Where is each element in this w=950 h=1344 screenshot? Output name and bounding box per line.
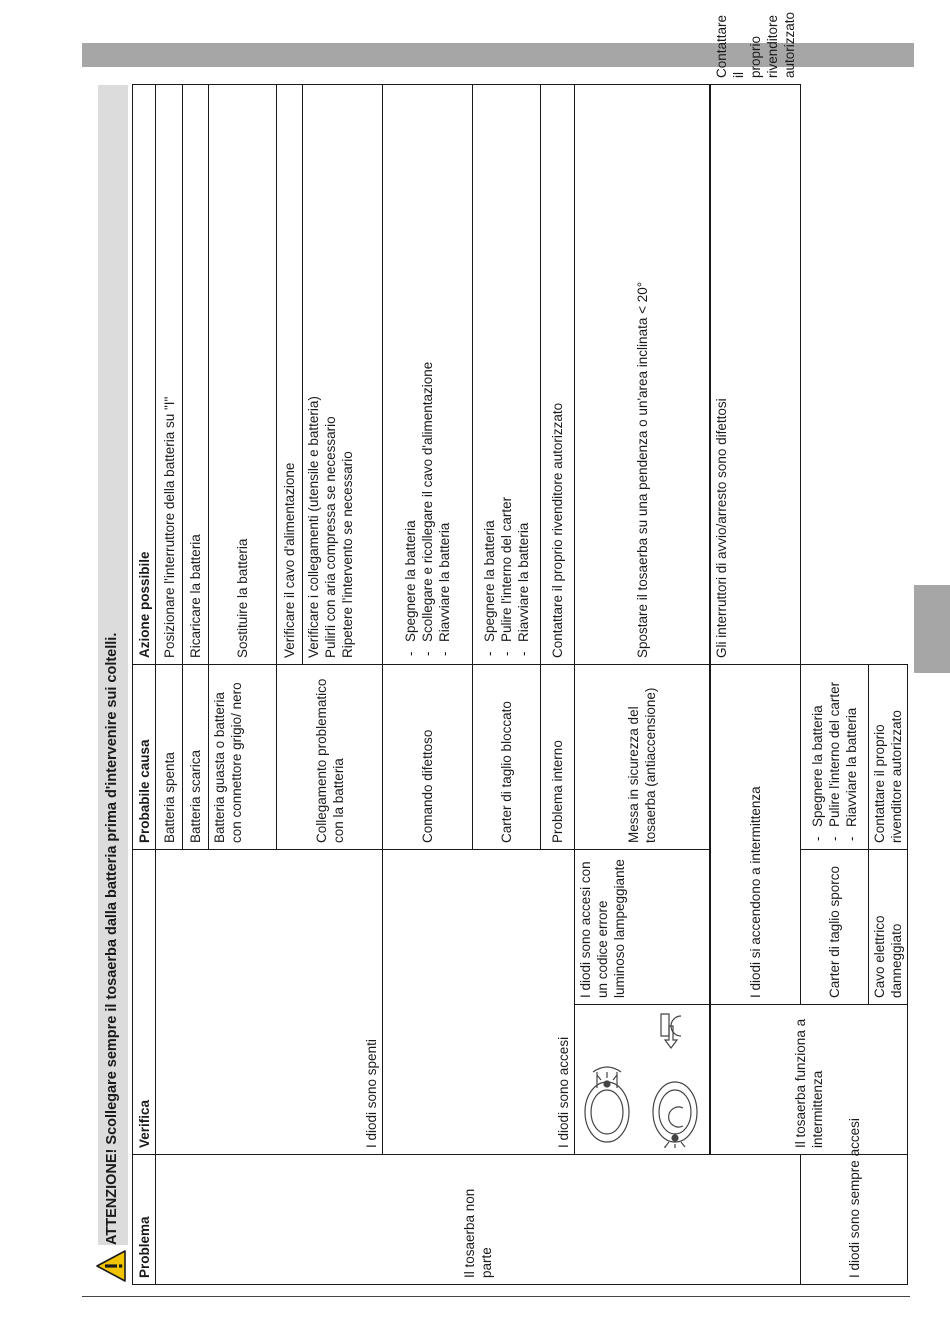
cause-cell: Batteria scarica [183, 664, 209, 849]
check-cell-diodes-always-on: I diodi sono sempre accesi [801, 1005, 908, 1285]
action-step: - Scollegare e ricollegare il cavo d'alimentazione [419, 91, 436, 658]
action-cell: Verificare il cavo d'alimentazione [277, 84, 303, 664]
action-step: - Riavviare la batteria [436, 91, 453, 658]
warning-banner [92, 85, 132, 1285]
header-action: Azione possibile [133, 84, 156, 664]
cause-cell: Cavo elettrico danneggiato [869, 849, 908, 1004]
warning-text: ATTENZIONE! Scollegare sempre il tosaerba dalla batteria prima d'intervenire sui coltelli. [104, 632, 120, 1245]
cause-cell: Carter di taglio sporco [801, 849, 869, 1004]
check-cell-error-code-icons [575, 1005, 711, 1155]
cause-cell: Gli interruttori di avvio/arresto sono difettosi [710, 84, 801, 664]
action-cell-list [473, 84, 541, 664]
cause-cell: Batteria spenta [156, 664, 183, 849]
header-cause: Probabile causa [133, 664, 156, 849]
action-cell-list [383, 84, 473, 664]
troubleshooting-table: Problema Verifica Probabile causa Azione possibile Il tosaerba non parte I diodi sono spenti Batteria spenta Posizionare l'interruttore della batteria su "I" Batteria scarica Ricaricare la batteria Batteria guasta o batteria con connettore grigio/ nero Sostituire la batteria Collegamento problematico con la batteria Verificare il cavo d'alimentazione Verificare i collegamenti (utensile e batteria) Pulirli con aria compressa se necessario Ripetere l'intervento se necessario I diodi sono accesi Comando difettoso - Spegnere la batteria - Scollegare e ricollegare il cavo d'alimentazione - Riavviare la batteria Carter di taglio bloccato - Spegnere la batteria - Pulire l'interno del carter - Riavviare la batteria Problema interno Contattare il proprio rivenditore autorizzato I diodi sono accesi con un codice errore luminoso lampeggiante Messa in sicurezza del tosaerba (antiaccensione) Spostare il tosaerba su una pendenza o un'area inclinata < 20° Il tosaerba funziona a intermittenza I diodi si accendono a intermittenza Gli interruttori di avvio/arresto sono difettosi il I diodi sono sempre accesi Carter di taglio sporco - Spegnere la batteria - Pulire l'interno del carter - Riavviare la batteria Cavo elettrico danneggiato Contattare il proprio rivenditore autorizzato [132, 84, 908, 1285]
problem-cell-not-starting: Il tosaerba non parte [156, 1155, 801, 1285]
action-cell: Sostituire la batteria [209, 84, 277, 664]
action-cell: Spostare il tosaerba su una pendenza o un'area inclinata < 20° [575, 84, 711, 664]
cause-cell: Comando difettoso [383, 664, 473, 849]
cause-cell: Messa in sicurezza del tosaerba (antiaccensione) [575, 664, 711, 849]
action-line: Pulirli con aria compressa se necessario [323, 416, 338, 658]
header-check: Verifica [133, 849, 156, 1154]
action-step: - Pulire l'interno del carter [826, 671, 843, 843]
check-cell-diodes-off: I diodi sono spenti [156, 849, 383, 1154]
action-cell: Ricaricare la batteria [183, 84, 209, 664]
action-line: Verificare i collegamenti (utensile e batteria) [306, 396, 321, 658]
action-cell: Contattare il proprio rivenditore autorizzato [869, 664, 908, 849]
cause-cell: Collegamento problematico con la batteria [277, 664, 383, 849]
cause-cell: Batteria guasta o batteria con connettore grigio/ nero [209, 664, 277, 849]
problem-cell-intermittent: Il tosaerba funziona a intermittenza [710, 1005, 908, 1155]
cause-cell: Carter di taglio bloccato [473, 664, 541, 849]
action-step: - Spegnere la batteria [402, 91, 419, 658]
check-cell-error-code: I diodi sono accesi con un codice errore luminoso lampeggiante [575, 849, 711, 1004]
action-cell: Posizionare l'interruttore della batteria su "I" [156, 84, 183, 664]
action-cell-list [801, 664, 869, 849]
mower-led-blink-icon [575, 1012, 703, 1148]
action-step: - Riavviare la batteria [843, 671, 860, 843]
action-step: - Spegnere la batteria [809, 671, 826, 843]
troubleshooting-page [92, 71, 904, 1285]
action-cell: Contattare il proprio rivenditore autorizzato [541, 84, 575, 664]
action-step: - Riavviare la batteria [515, 91, 532, 658]
action-step: - Pulire l'interno del carter [498, 91, 515, 658]
header-problem: Problema [133, 1155, 156, 1285]
cause-cell: Problema interno [541, 664, 575, 849]
action-cell-multiline [303, 84, 383, 664]
warning-triangle-icon [95, 1249, 127, 1283]
action-step: - Spegnere la batteria [481, 91, 498, 658]
section-tab [914, 585, 950, 673]
check-cell-diodes-on: I diodi sono accesi [383, 849, 575, 1154]
action-line: Ripetere l'intervento se necessario [340, 451, 355, 658]
check-cell-diodes-intermittent: I diodi si accendono a intermittenza [710, 664, 801, 1004]
footer-rule [82, 1296, 910, 1297]
